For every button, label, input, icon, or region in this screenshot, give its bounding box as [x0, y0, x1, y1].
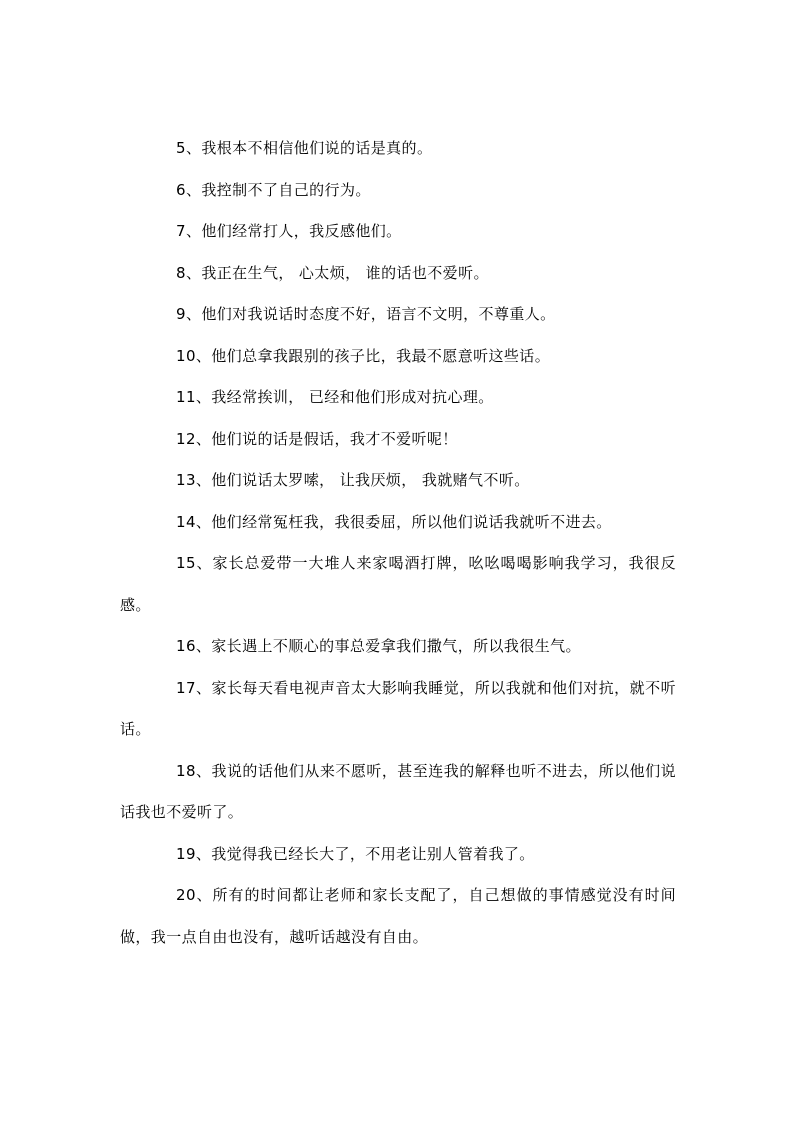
list-item: 19、我觉得我已经长大了，不用老让别人管着我了。	[176, 844, 535, 863]
list-item: 20、所有的时间都让老师和家长支配了，自己想做的事情感觉没有时间做，我一点自由也没有，越听话越没有自由。	[120, 886, 676, 946]
list-item: 13、他们说话太罗嗦， 让我厌烦， 我就赌气不听。	[176, 471, 530, 489]
list-item: 12、他们说的话是假话，我才不爱听呢！	[176, 429, 458, 448]
list-item: 8、我正在生气， 心太烦， 谁的话也不爱听。	[176, 263, 489, 282]
list-item: 10、他们总拿我跟别的孩子比，我最不愿意听这些话。	[176, 346, 551, 365]
list-item: 7、他们经常打人，我反感他们。	[176, 222, 402, 240]
document-body	[120, 128, 676, 958]
list-item: 11、我经常挨训， 已经和他们形成对抗心理。	[176, 388, 494, 406]
list-item: 17、家长每天看电视声音太大影响我睡觉，所以我就和他们对抗，就不听话。	[120, 678, 676, 738]
list-item: 15、家长总爱带一大堆人来家喝酒打牌，吆吆喝喝影响我学习，我很反感。	[120, 554, 676, 614]
list-item: 6、我控制不了自己的行为。	[176, 180, 371, 199]
list-item: 14、他们经常冤枉我，我很委屈，所以他们说话我就听不进去。	[176, 512, 612, 531]
list-item: 16、家长遇上不顺心的事总爱拿我们撒气，所以我很生气。	[176, 637, 581, 655]
list-item: 18、我说的话他们从来不愿听，甚至连我的解释也听不进去，所以他们说话我也不爱听了。	[120, 761, 676, 821]
list-item: 5、我根本不相信他们说的话是真的。	[176, 139, 433, 157]
list-item: 9、他们对我说话时态度不好，语言不文明，不尊重人。	[176, 305, 556, 323]
